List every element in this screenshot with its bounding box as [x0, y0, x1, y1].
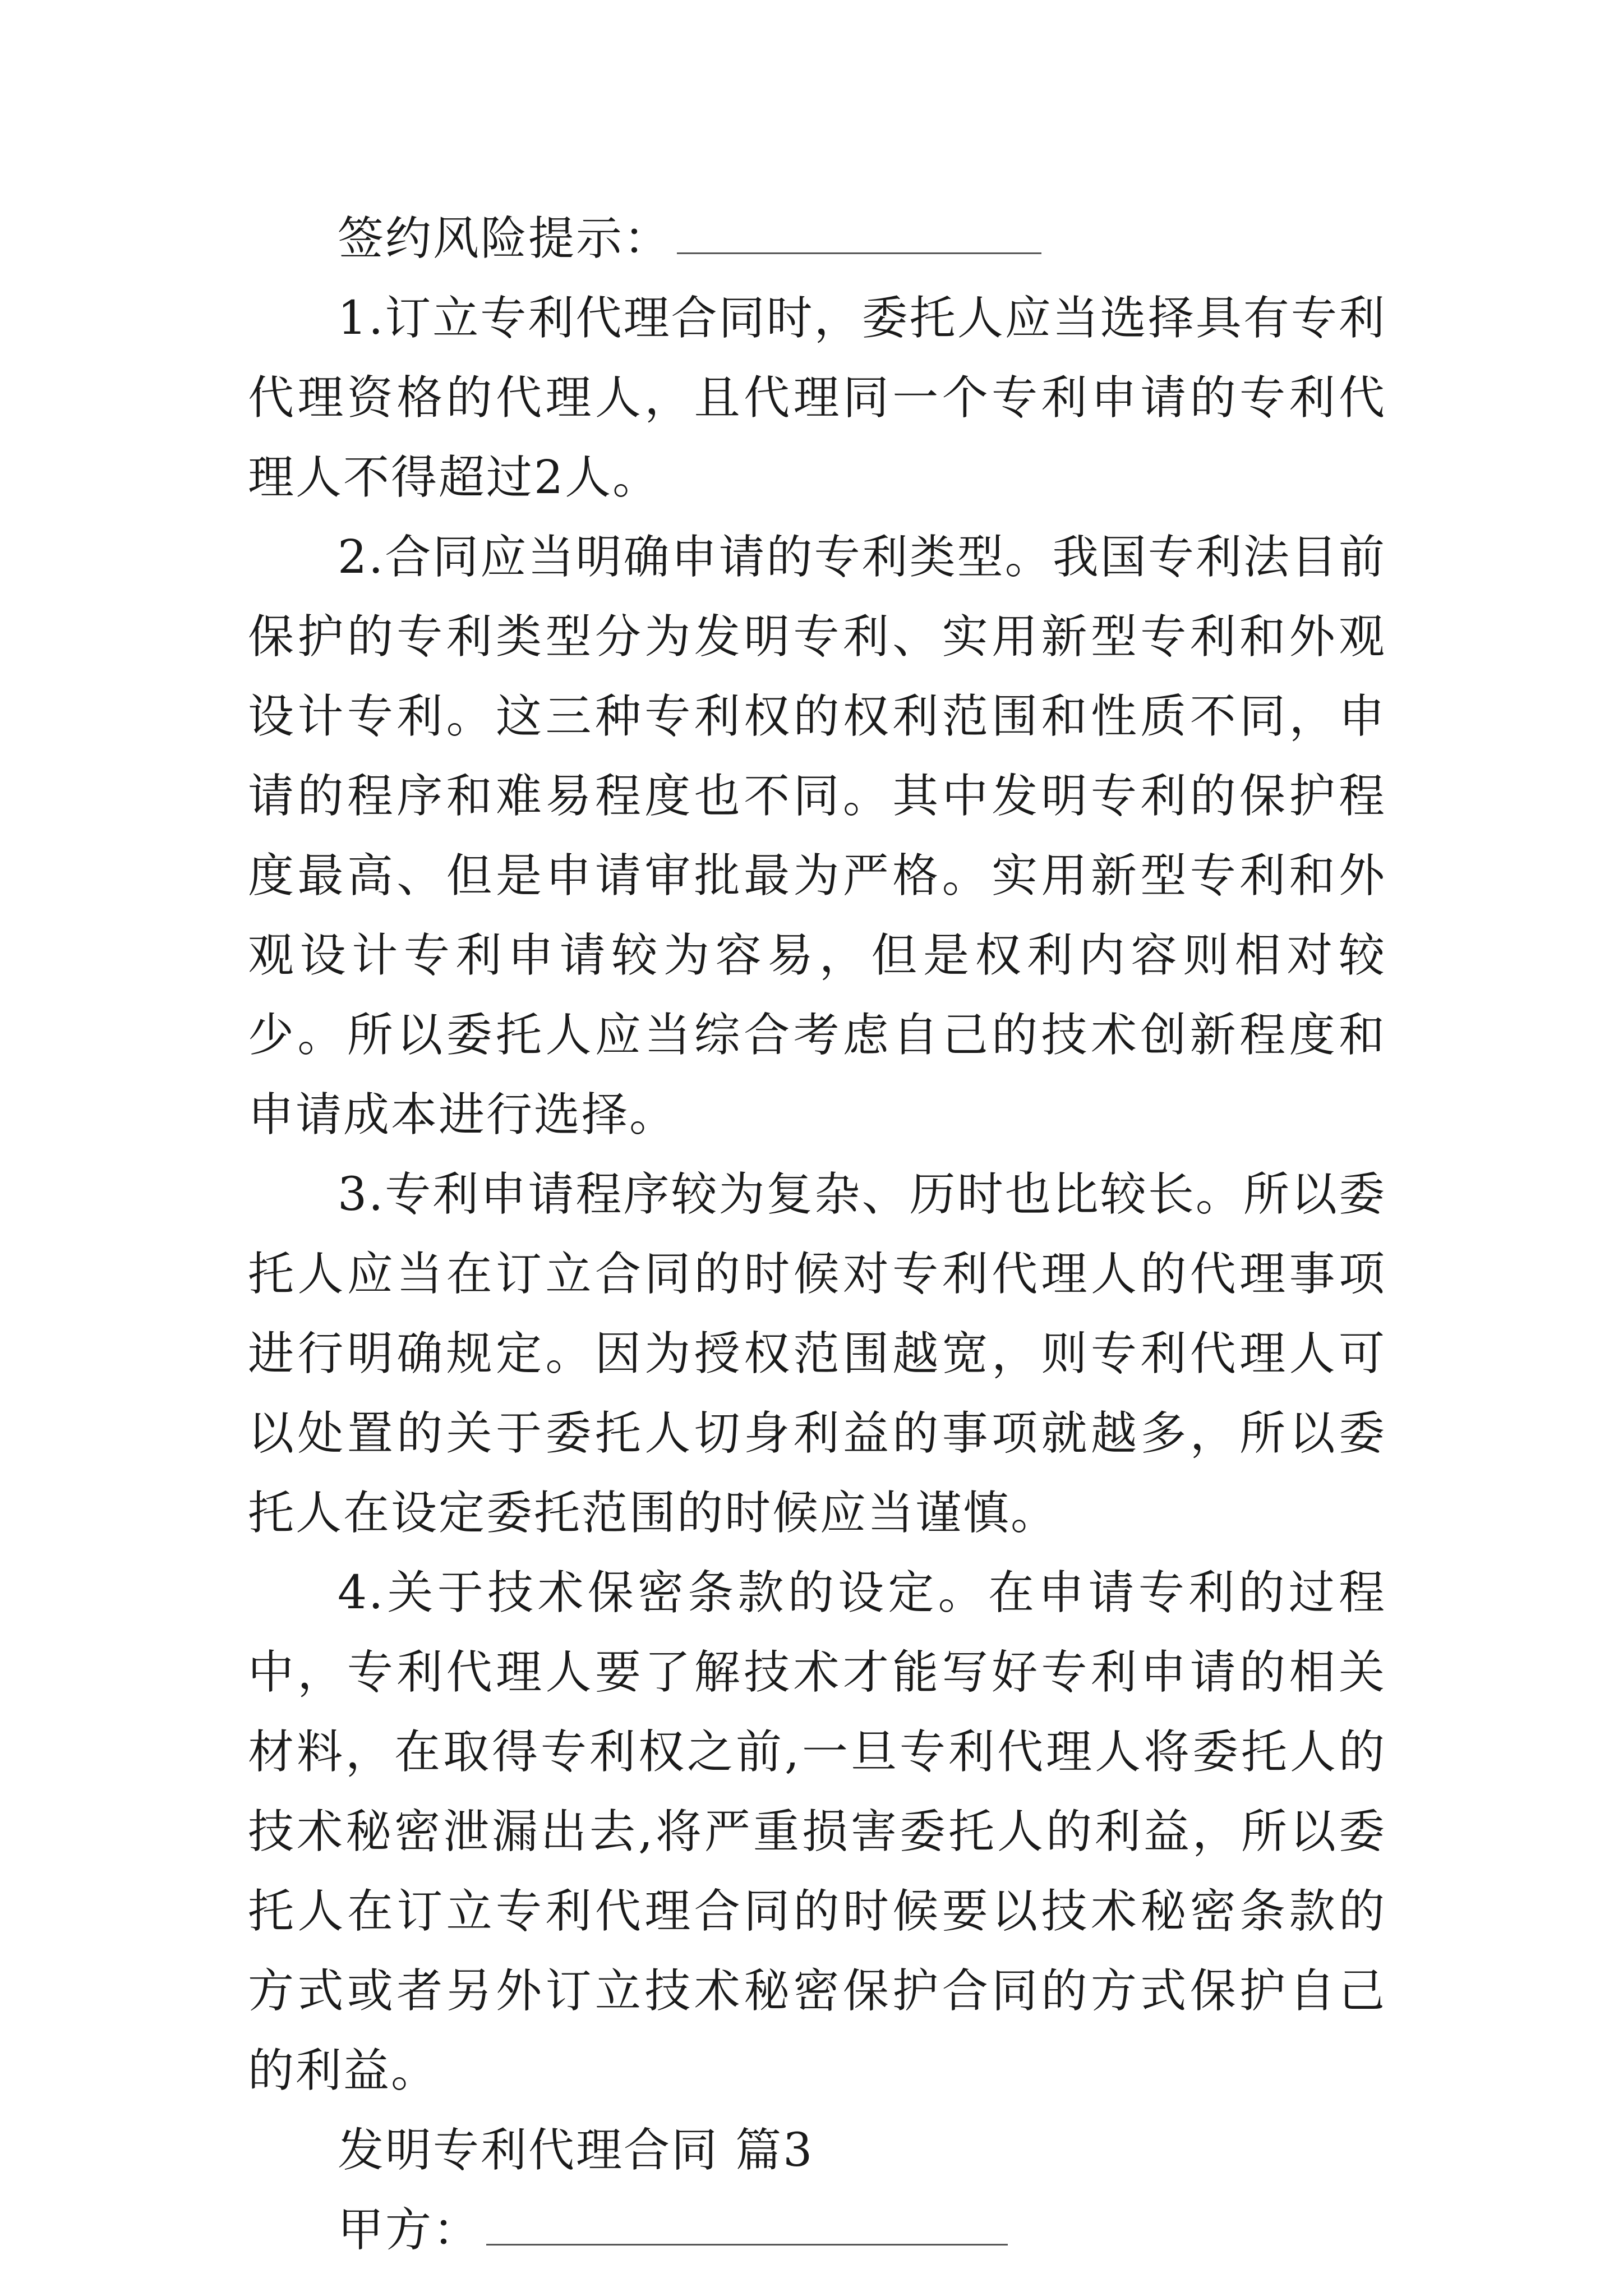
paragraph-1: 1.订立专利代理合同时，委托人应当选择具有专利代理资格的代理人，且代理同一个专利申请的专利代理人不得超过2人。 [248, 292, 1386, 504]
risk-blank-line [677, 213, 1041, 254]
risk-label: 签约风险提示： [338, 212, 672, 265]
paragraph-2: 2.合同应当明确申请的专利类型。我国专利法目前保护的专利类型分为发明专利、实用新型专利和外观设计专利。这三种专利权的权利范围和性质不同，申请的程序和难易程度也不同。其中发明专利的保护程度最高、但是申请审批最为严格。实用新型专利和外观设计专利申请较为容易，但是权利内容则相对较少。所以委托人应当综合考虑自己的技术创新程度和申请成本进行选择。 [248, 531, 1386, 1142]
paragraph-3: 3.专利申请程序较为复杂、历时也比较长。所以委托人应当在订立合同的时候对专利代理人的代理事项进行明确规定。因为授权范围越宽，则专利代理人可以处置的关于委托人切身利益的事项就越多，所以委托人在设定委托范围的时候应当谨慎。 [248, 1168, 1386, 1540]
paragraph-4: 4.关于技术保密条款的设定。在申请专利的过程中，专利代理人要了解技术才能写好专利申请的相关材料，在取得专利权之前,一旦专利代理人将委托人的技术秘密泄漏出去,将严重损害委托人的利益，所以委托人在订立专利代理合同的时候要以技术秘密条款的方式或者另外订立技术秘密保护合同的方式保护自己的利益。 [248, 1566, 1386, 2097]
party-a-label: 甲方： [338, 2203, 481, 2257]
document-body [248, 199, 1386, 2270]
section-title: 发明专利代理合同 篇3 [338, 2124, 814, 2177]
risk-heading [248, 199, 1386, 279]
party-a-line [248, 2191, 1386, 2270]
party-a-blank-line [486, 2205, 1008, 2246]
